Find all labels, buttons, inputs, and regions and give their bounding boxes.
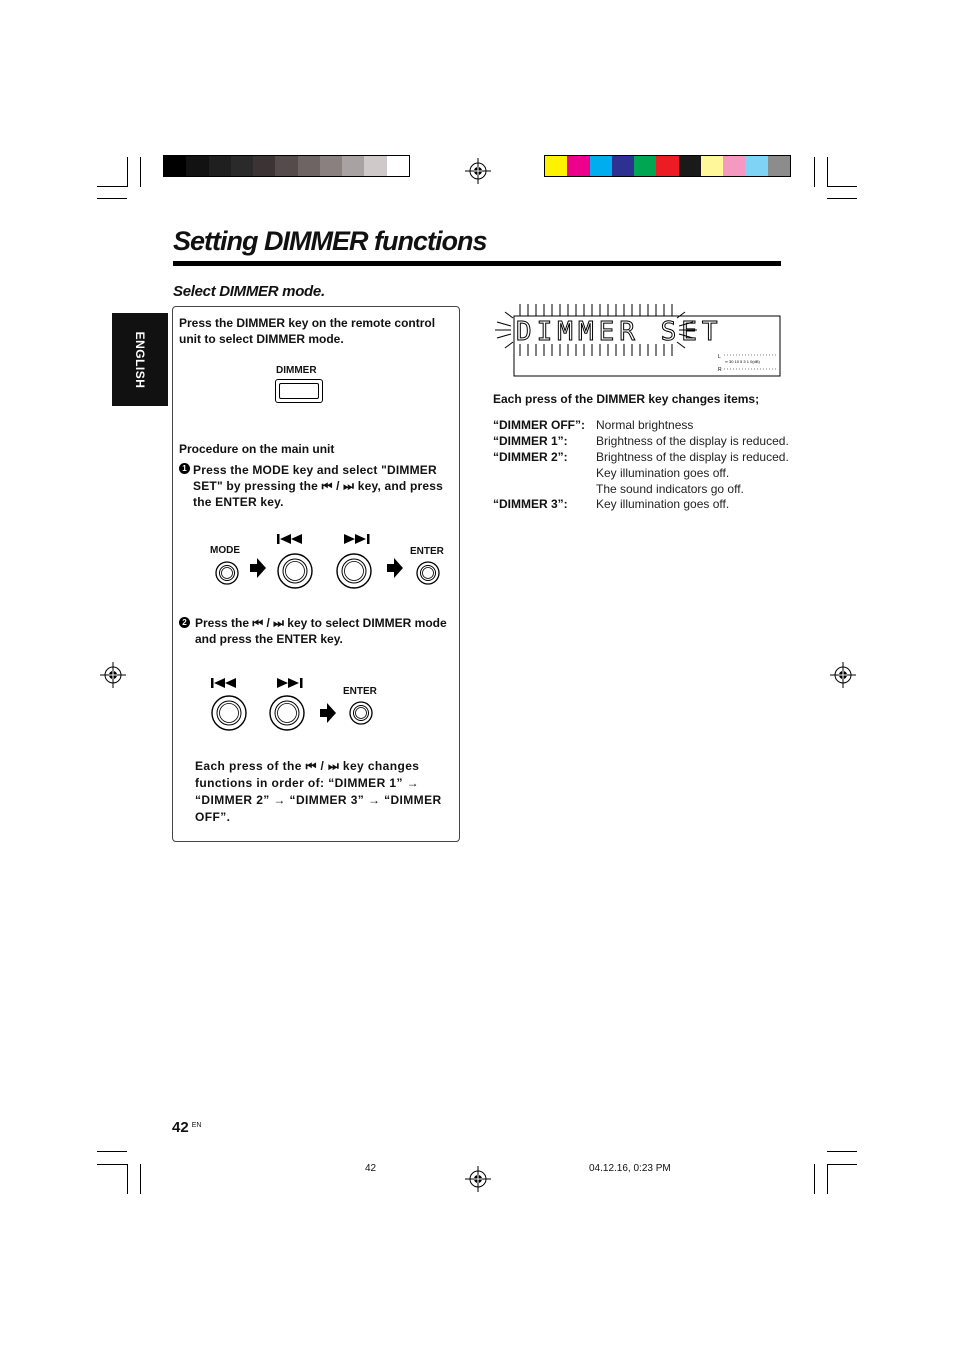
step-1-text: Press the MODE key and select "DIMMER SET" by pressing the ⏮ / ⏭ key, and press the ENTER key. [193,463,444,509]
list-item-value: Normal brightness [596,418,694,432]
mode-label: MODE [210,545,240,556]
arrow-right-icon [250,558,266,578]
meter-scale: ∞ 30 10 5 3 1 0(dB) [725,359,760,364]
color-swatch [253,156,276,176]
meter-left-label: L [718,354,721,360]
footer-timestamp: 04.12.16, 0:23 PM [589,1163,671,1174]
crop-mark [127,1164,128,1194]
meter-right-label: R [718,367,722,373]
color-swatch [342,156,365,176]
crop-mark [97,1164,127,1165]
arrow-right-icon [387,558,403,578]
skip-forward-icon [274,677,304,689]
items-heading: Each press of the DIMMER key changes items; [493,392,760,406]
registration-target-icon [465,1166,491,1192]
color-swatch [745,156,768,176]
color-swatch [634,156,657,176]
page-title: Setting DIMMER functions [173,226,487,256]
section-subtitle: Select DIMMER mode. [173,283,325,300]
title-rule [173,261,781,266]
color-swatch [545,156,568,176]
skip-back-button-icon [210,694,248,732]
color-swatch [275,156,298,176]
language-tab [112,313,168,406]
list-item-value: Brightness of the display is reduced. [596,434,789,448]
display-text: DIMMER SET [516,317,723,347]
color-swatch [364,156,387,176]
registration-target-icon [465,158,491,184]
crop-mark [827,198,857,199]
page-number: 42 $^{EN}$ [172,1119,202,1136]
crop-mark [827,157,828,187]
footer-page: 42 [365,1163,377,1174]
color-swatch [679,156,702,176]
main-unit-heading: Procedure on the main unit [179,442,335,456]
step-2-text: Press the ⏮ / ⏭ key to select DIMMER mode and press the ENTER key. [195,616,447,646]
dimmer-button [275,379,323,403]
color-swatch [656,156,679,176]
color-swatch [387,156,410,176]
arrow-right-icon [320,703,336,723]
skip-back-icon [210,677,240,689]
step-2-number: 2 [179,617,190,628]
crop-mark [827,1164,828,1194]
enter-button-icon [348,700,374,726]
color-swatch [231,156,254,176]
registration-target-icon [100,662,126,688]
enter-button-icon [415,560,441,586]
list-item: “DIMMER 3”: [493,497,568,511]
skip-forward-button-icon [268,694,306,732]
crop-mark [140,157,141,187]
skip-forward-button-icon [335,552,373,590]
skip-back-icon [276,533,306,545]
color-swatch [164,156,187,176]
crop-mark [97,186,127,187]
crop-mark [97,198,127,199]
color-swatch [209,156,232,176]
list-item-value: Key illumination goes off. [596,497,730,511]
crop-mark [127,157,128,187]
list-item-value: Key illumination goes off. [596,466,730,480]
crop-mark [827,186,857,187]
crop-mark [814,1164,815,1194]
list-item-value: Brightness of the display is reduced. [596,450,789,464]
mode-button-icon [214,560,240,586]
enter-label: ENTER [343,686,377,697]
color-swatch [723,156,746,176]
crop-mark [827,1151,857,1152]
color-swatch [186,156,209,176]
registration-target-icon [830,662,856,688]
language-tab-label: ENGLISH [133,331,147,388]
list-item: “DIMMER 2”: [493,450,568,464]
enter-label: ENTER [410,546,444,557]
remote-instruction: Press the DIMMER key on the remote control unit to select DIMMER mode. [179,316,436,346]
list-item: “DIMMER 1”: [493,434,568,448]
color-swatch [320,156,343,176]
crop-mark [140,1164,141,1194]
list-item-value: The sound indicators go off. [596,482,744,496]
color-swatch [298,156,321,176]
display-panel [493,300,783,380]
crop-mark [814,157,815,187]
skip-back-button-icon [276,552,314,590]
crop-mark [97,1151,127,1152]
list-item: “DIMMER OFF”: [493,418,585,432]
crop-mark [827,1164,857,1165]
dimmer-button-label: DIMMER [276,365,317,376]
sequence-note: Each press of the ⏮ / ⏭ key changes functions in order of: “DIMMER 1” → “DIMMER 2” → “DIMMER 3” → “DIMMER OFF”. [195,759,442,824]
color-swatch [701,156,724,176]
color-swatch [590,156,613,176]
color-swatch [768,156,791,176]
color-swatch [612,156,635,176]
step-1-number: 1 [179,463,190,474]
skip-forward-icon [341,533,371,545]
color-swatch [567,156,590,176]
